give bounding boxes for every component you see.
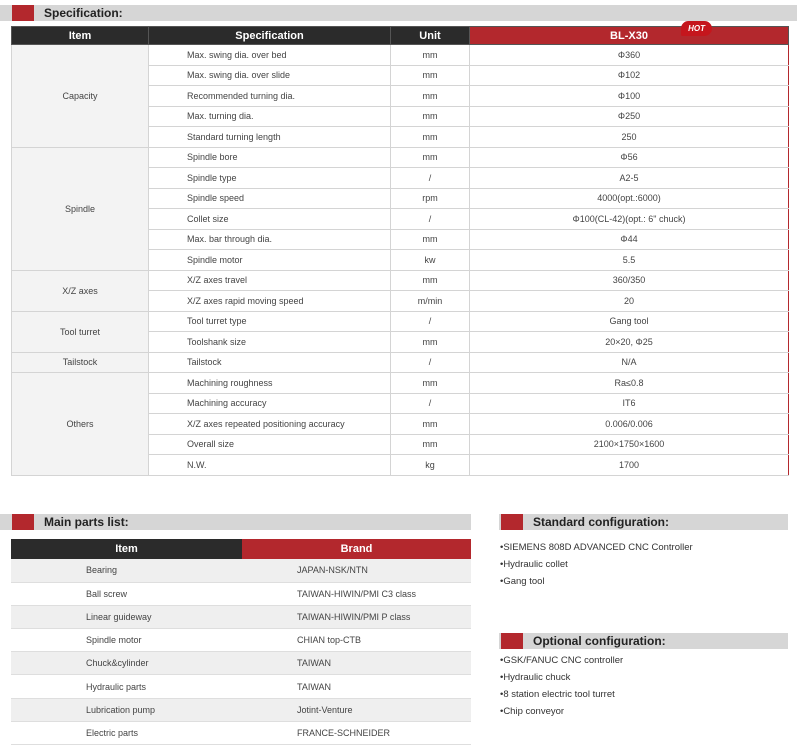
group-xz-axes: X/Z axes — [12, 270, 149, 311]
part-brand: TAIWAN — [242, 675, 471, 698]
spec-value: Φ100 — [470, 86, 789, 107]
standard-section-title: Standard configuration: — [533, 515, 669, 529]
spec-name: Standard turning length — [149, 127, 391, 148]
standard-config-list — [500, 539, 693, 590]
spec-name: Machining accuracy — [149, 393, 391, 414]
optional-config-item: •GSK/FANUC CNC controller — [500, 655, 624, 666]
standard-section-header — [499, 514, 788, 530]
spec-name: Recommended turning dia. — [149, 86, 391, 107]
spec-unit: mm — [391, 127, 470, 148]
spec-value: Φ56 — [470, 147, 789, 168]
optional-config-item: •Chip conveyor — [500, 706, 565, 717]
spec-value: 4000(opt.:6000) — [470, 188, 789, 209]
optional-config-list — [500, 652, 623, 720]
spec-unit: mm — [391, 106, 470, 127]
spec-name: Max. swing dia. over bed — [149, 45, 391, 66]
spec-value: 2100×1750×1600 — [470, 434, 789, 455]
group-tool-turret: Tool turret — [12, 311, 149, 352]
standard-config-item: •Hydraulic collet — [500, 559, 568, 570]
part-item: Hydraulic parts — [11, 675, 242, 698]
part-brand: TAIWAN — [242, 652, 471, 675]
spec-name: X/Z axes travel — [149, 270, 391, 291]
accent-block — [501, 514, 523, 530]
spec-value: IT6 — [470, 393, 789, 414]
spec-name: Spindle speed — [149, 188, 391, 209]
col-spec: Specification — [149, 27, 391, 45]
col-item: Item — [12, 27, 149, 45]
standard-config-item: •Gang tool — [500, 576, 545, 587]
spec-unit: mm — [391, 65, 470, 86]
parts-section-header — [0, 514, 471, 530]
spec-value: Φ360 — [470, 45, 789, 66]
optional-section-header — [499, 633, 788, 649]
spec-value: 20×20, Φ25 — [470, 332, 789, 353]
part-item: Electric parts — [11, 721, 242, 744]
part-item: Bearing — [11, 559, 242, 582]
part-item: Spindle motor — [11, 629, 242, 652]
spec-name: Machining roughness — [149, 373, 391, 394]
spec-name: Max. bar through dia. — [149, 229, 391, 250]
spec-unit: / — [391, 352, 470, 373]
spec-unit: kw — [391, 250, 470, 271]
parts-table — [11, 539, 471, 745]
parts-col-brand: Brand — [242, 539, 471, 559]
spec-value: Gang tool — [470, 311, 789, 332]
part-brand: Jotint-Venture — [242, 698, 471, 721]
spec-name: Max. swing dia. over slide — [149, 65, 391, 86]
spec-name: Overall size — [149, 434, 391, 455]
spec-unit: / — [391, 209, 470, 230]
parts-col-item: Item — [11, 539, 242, 559]
spec-value: 5.5 — [470, 250, 789, 271]
spec-unit: mm — [391, 373, 470, 394]
spec-unit: mm — [391, 147, 470, 168]
part-item: Ball screw — [11, 582, 242, 605]
standard-config-item: •SIEMENS 808D ADVANCED CNC Controller — [500, 542, 693, 553]
spec-name: Tool turret type — [149, 311, 391, 332]
spec-unit: mm — [391, 332, 470, 353]
spec-name: Tailstock — [149, 352, 391, 373]
part-item: Linear guideway — [11, 605, 242, 628]
spec-unit: / — [391, 168, 470, 189]
spec-section-header — [0, 5, 797, 21]
spec-unit: / — [391, 393, 470, 414]
group-capacity: Capacity — [12, 45, 149, 148]
spec-section-title: Specification: — [44, 6, 123, 20]
spec-table — [11, 26, 789, 476]
part-item: Chuck&cylinder — [11, 652, 242, 675]
spec-value: 1700 — [470, 455, 789, 476]
col-model — [470, 24, 789, 45]
spec-name: X/Z axes rapid moving speed — [149, 291, 391, 312]
spec-value: 0.006/0.006 — [470, 414, 789, 435]
optional-section-title: Optional configuration: — [533, 634, 666, 648]
part-brand: TAIWAN-HIWIN/PMI C3 class — [242, 582, 471, 605]
group-others: Others — [12, 373, 149, 476]
spec-name: Max. turning dia. — [149, 106, 391, 127]
col-unit: Unit — [391, 27, 470, 45]
spec-name: N.W. — [149, 455, 391, 476]
spec-value: Ra≤0.8 — [470, 373, 789, 394]
part-item: Lubrication pump — [11, 698, 242, 721]
spec-name: Spindle bore — [149, 147, 391, 168]
accent-block — [12, 514, 34, 530]
spec-value: 20 — [470, 291, 789, 312]
model-name: BL-X30 — [610, 29, 648, 42]
spec-unit: mm — [391, 414, 470, 435]
spec-unit: / — [391, 311, 470, 332]
spec-value: Φ250 — [470, 106, 789, 127]
spec-value: 250 — [470, 127, 789, 148]
spec-unit: m/min — [391, 291, 470, 312]
spec-unit: mm — [391, 434, 470, 455]
part-brand: CHIAN top-CTB — [242, 629, 471, 652]
spec-name: Collet size — [149, 209, 391, 230]
optional-config-item: •8 station electric tool turret — [500, 689, 615, 700]
spec-unit: mm — [391, 45, 470, 66]
spec-unit: kg — [391, 455, 470, 476]
spec-name: Toolshank size — [149, 332, 391, 353]
part-brand: JAPAN-NSK/NTN — [242, 559, 471, 582]
spec-value: N/A — [470, 352, 789, 373]
accent-block — [12, 5, 34, 21]
spec-value: Φ100(CL-42)(opt.: 6" chuck) — [470, 209, 789, 230]
spec-value: 360/350 — [470, 270, 789, 291]
spec-unit: rpm — [391, 188, 470, 209]
part-brand: TAIWAN-HIWIN/PMI P class — [242, 605, 471, 628]
part-brand: FRANCE-SCHNEIDER — [242, 721, 471, 744]
parts-section-title: Main parts list: — [44, 515, 129, 529]
spec-value: Φ44 — [470, 229, 789, 250]
spec-name: Spindle type — [149, 168, 391, 189]
spec-name: Spindle motor — [149, 250, 391, 271]
spec-unit: mm — [391, 86, 470, 107]
spec-value: A2-5 — [470, 168, 789, 189]
spec-value: Φ102 — [470, 65, 789, 86]
spec-unit: mm — [391, 229, 470, 250]
group-spindle: Spindle — [12, 147, 149, 270]
optional-config-item: •Hydraulic chuck — [500, 672, 571, 683]
accent-block — [501, 633, 523, 649]
group-tailstock: Tailstock — [12, 352, 149, 373]
spec-name: X/Z axes repeated positioning accuracy — [149, 414, 391, 435]
hot-badge: HOT — [681, 21, 712, 36]
spec-unit: mm — [391, 270, 470, 291]
